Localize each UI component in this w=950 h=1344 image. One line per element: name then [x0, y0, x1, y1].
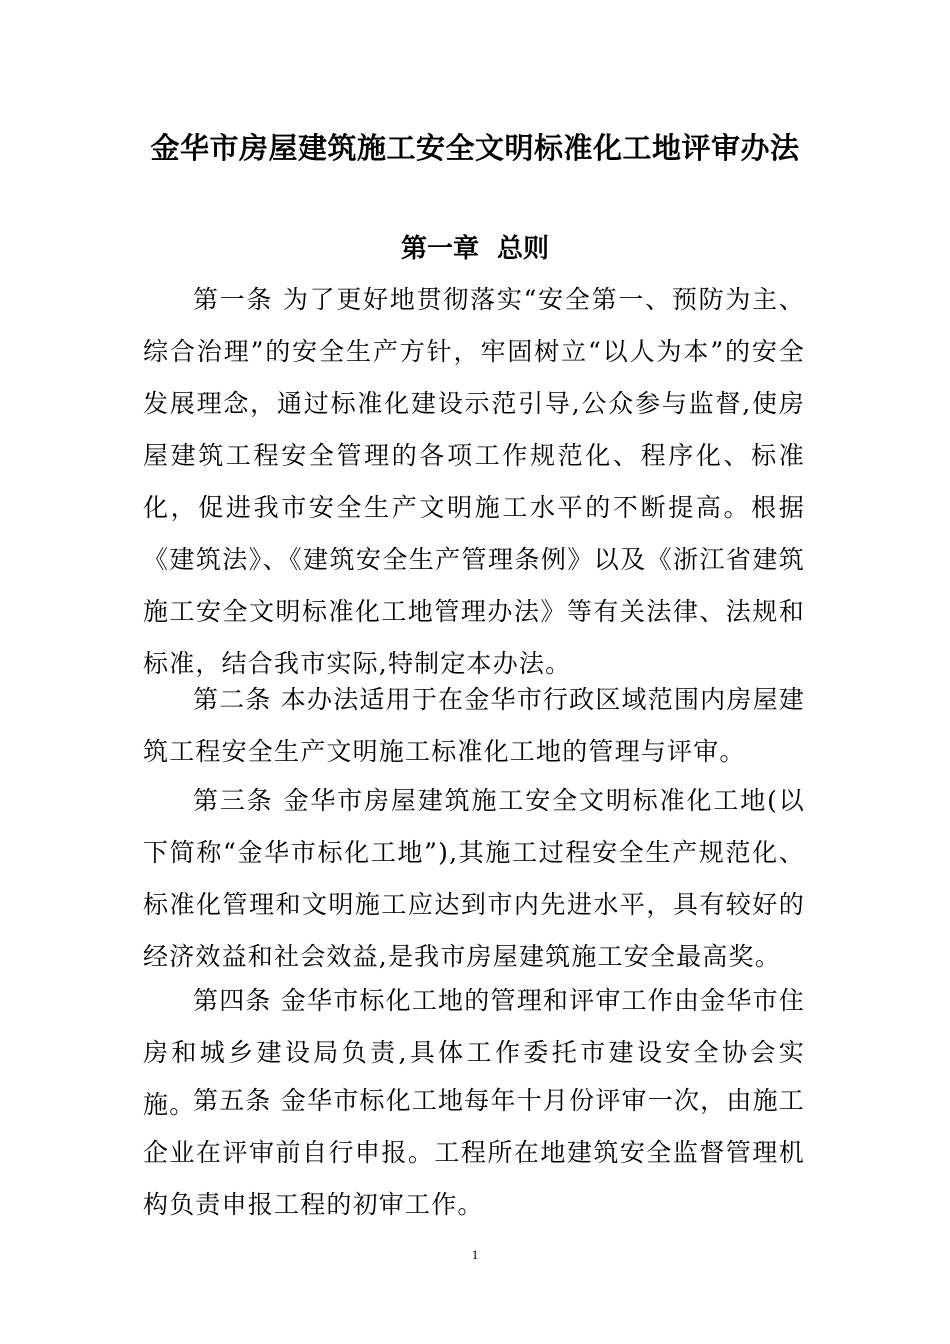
article-5: 第五条 金华市标化工地每年十月份评审一次，由施工企业在评审前自行申报。工程所在地建筑安全监督管理机构负责申报工程的初审工作。 [143, 1086, 805, 1219]
document-title: 金华市房屋建筑施工安全文明标准化工地评审办法 [150, 131, 800, 165]
article-3: 第三条 金华市房屋建筑施工安全文明标准化工地(以下简称“金华市标化工地”),其施工过程安全生产规范化、标准化管理和文明施工应达到市内先进水平，具有较好的经济效益和社会效益,是我市房屋建筑施工安全最高奖。 [143, 786, 805, 971]
article-1: 第一条 为了更好地贯彻落实“安全第一、预防为主、综合治理”的安全生产方针，牢固树立“以人为本”的安全发展理念，通过标准化建设示范引导,公众参与监督,使房屋建筑工程安全管理的各项工作规范化、程序化、标准化，促进我市安全生产文明施工水平的不断提高。根据《建筑法》、《建筑安全生产管理条例》以及《浙江省建筑施工安全文明标准化工地管理办法》等有关法律、法规和标准，结合我市实际,特制定本办法。 [143, 285, 805, 678]
article-4: 第四条 金华市标化工地的管理和评审工作由金华市住房和城乡建设局负责,具体工作委托市建设安全协会实施。 [143, 986, 805, 1119]
page-number: 1 [471, 1247, 479, 1262]
article-2: 第二条 本办法适用于在金华市行政区域范围内房屋建筑工程安全生产文明施工标准化工地的管理与评审。 [143, 685, 805, 766]
chapter-heading: 第一章 总则 [400, 234, 550, 264]
